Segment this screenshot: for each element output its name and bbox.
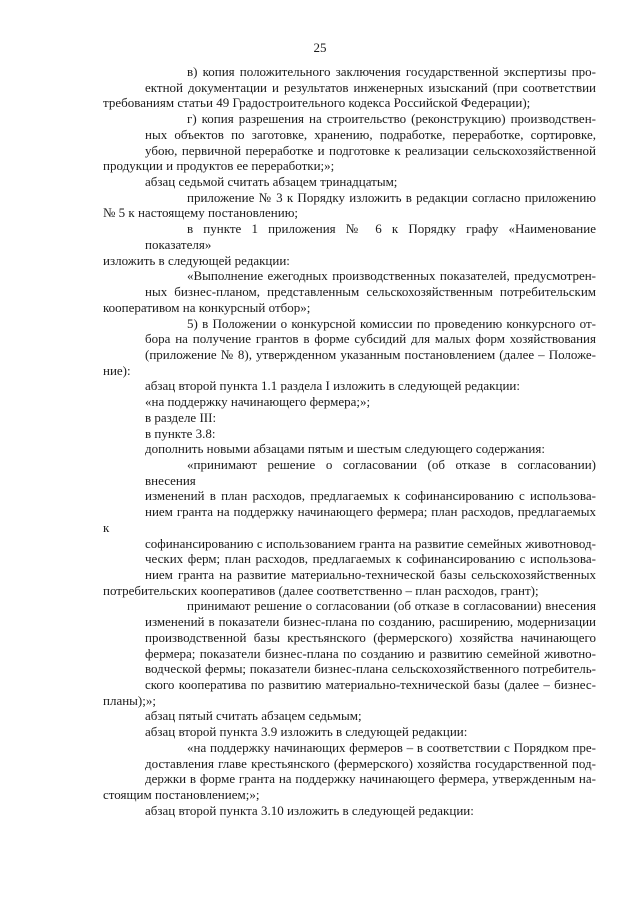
text-line: приложение № 3 к Порядку изложить в редакции согласно приложению (187, 189, 596, 205)
text-line: принимают решение о согласовании (об отказе в согласовании) внесения (187, 598, 596, 614)
text-line: дополнить новыми абзацами пятым и шестым следующего содержания: (145, 441, 545, 457)
text-line: доставления главе крестьянского (фермерского) хозяйства государственной под- (145, 755, 596, 771)
text-line: изменений в план расходов, предлагаемых к софинансированию с использова- (145, 488, 596, 504)
text-line: «принимают решение о согласовании (об отказе в согласовании) внесения (145, 456, 596, 488)
text-line: фермера; показатели бизнес-плана по созданию и развитию семейной животно- (145, 645, 596, 661)
text-line: кооперативом на конкурсный отбор»; (103, 299, 311, 315)
paragraph (103, 410, 596, 426)
paragraph (103, 64, 596, 111)
text-line: требованиям статьи 49 Градостроительного кодекса Российской Федерации); (103, 95, 531, 111)
paragraph (103, 708, 596, 724)
text-line: потребительских кооперативов (далее соответственно – план расходов, грант); (103, 582, 539, 598)
text-line: продукции и продуктов ее переработки;»; (103, 158, 335, 174)
text-line: держки в форме гранта на поддержку начинающего фермера, утвержденным на- (145, 771, 596, 787)
text-line: (приложение № 8), утвержденном указанным постановлением (далее – Положе- (145, 346, 596, 362)
text-line: № 5 к настоящему постановлению; (103, 205, 299, 221)
text-line: изменений в показатели бизнес-плана по созданию, расширению, модернизации (145, 614, 596, 630)
paragraph (103, 740, 596, 803)
text-line: абзац седьмой считать абзацем тринадцатым; (145, 174, 398, 190)
text-line: «на поддержку начинающего фермера;»; (145, 394, 371, 410)
text-line: нием гранта на поддержку начинающего фермера; план расходов, предлагаемых к (103, 504, 596, 535)
paragraph (103, 316, 596, 379)
paragraph (103, 441, 596, 457)
text-line: г) копия разрешения на строительство (реконструкцию) производствен- (187, 111, 596, 127)
text-line: стоящим постановлением;»; (103, 787, 260, 803)
text-line: 5) в Положении о конкурсной комиссии по проведению конкурсного от- (187, 315, 596, 331)
text-line: планы);»; (103, 692, 156, 708)
text-line: «Выполнение ежегодных производственных показателей, предусмотрен- (187, 268, 596, 284)
text-line: софинансированию с использованием гранта на развитие семейных животновод- (145, 535, 596, 551)
text-line: бора на получение грантов в форме субсидий для малых форм хозяйствования (145, 331, 596, 347)
text-line: убою, первичной переработке и подготовке к реализации сельскохозяйственной (145, 142, 596, 158)
text-line: абзац второй пункта 3.10 изложить в следующей редакции: (145, 802, 474, 818)
paragraph (103, 803, 596, 819)
text-line: производственной базы крестьянского (фермерского) хозяйства начинающего (145, 629, 596, 645)
text-line: нием гранта на развитие материально-технической базы сельскохозяйственных (145, 567, 596, 582)
text-line: ние): (103, 362, 131, 378)
text-line: абзац второй пункта 3.9 изложить в следующей редакции: (145, 724, 468, 740)
text-line: ных бизнес-планом, представленным сельскохозяйственным потребительским (145, 284, 596, 300)
text-line: ных объектов по заготовке, хранению, подработке, переработке, сортировке, (145, 126, 596, 142)
paragraph (103, 426, 596, 442)
text-line: ского кооператива по развитию материально-технической базы (далее – бизнес- (145, 677, 596, 693)
text-line: в пункте 1 приложения № 6 к Порядку графу «Наименование показателя» (145, 221, 596, 252)
text-line: в) копия положительного заключения государственной экспертизы про- (187, 64, 596, 79)
paragraph (103, 190, 596, 221)
page-number: 25 (313, 40, 327, 55)
document-body (103, 64, 596, 819)
text-line: в пункте 3.8: (145, 425, 216, 441)
text-line: абзац пятый считать абзацем седьмым; (145, 708, 362, 724)
text-line: водческой фермы; показатели бизнес-плана сельскохозяйственного потребитель- (145, 661, 596, 677)
text-line: ектной документации и результатов инженерных изысканий (при соответствии (145, 79, 596, 95)
text-line: абзац второй пункта 1.1 раздела I изложить в следующей редакции: (145, 378, 520, 394)
paragraph (103, 394, 596, 410)
paragraph (103, 174, 596, 190)
paragraph (103, 598, 596, 708)
paragraph (103, 268, 596, 315)
paragraph (103, 457, 596, 598)
paragraph (103, 111, 596, 174)
text-line: в разделе III: (145, 409, 217, 425)
text-line: ческих ферм; план расходов, предлагаемых к софинансированию с использова- (145, 551, 596, 567)
text-line: изложить в следующей редакции: (103, 252, 290, 268)
paragraph (103, 724, 596, 740)
paragraph (103, 378, 596, 394)
text-line: «на поддержку начинающих фермеров – в соответствии с Порядком пре- (187, 739, 596, 755)
paragraph (103, 221, 596, 268)
